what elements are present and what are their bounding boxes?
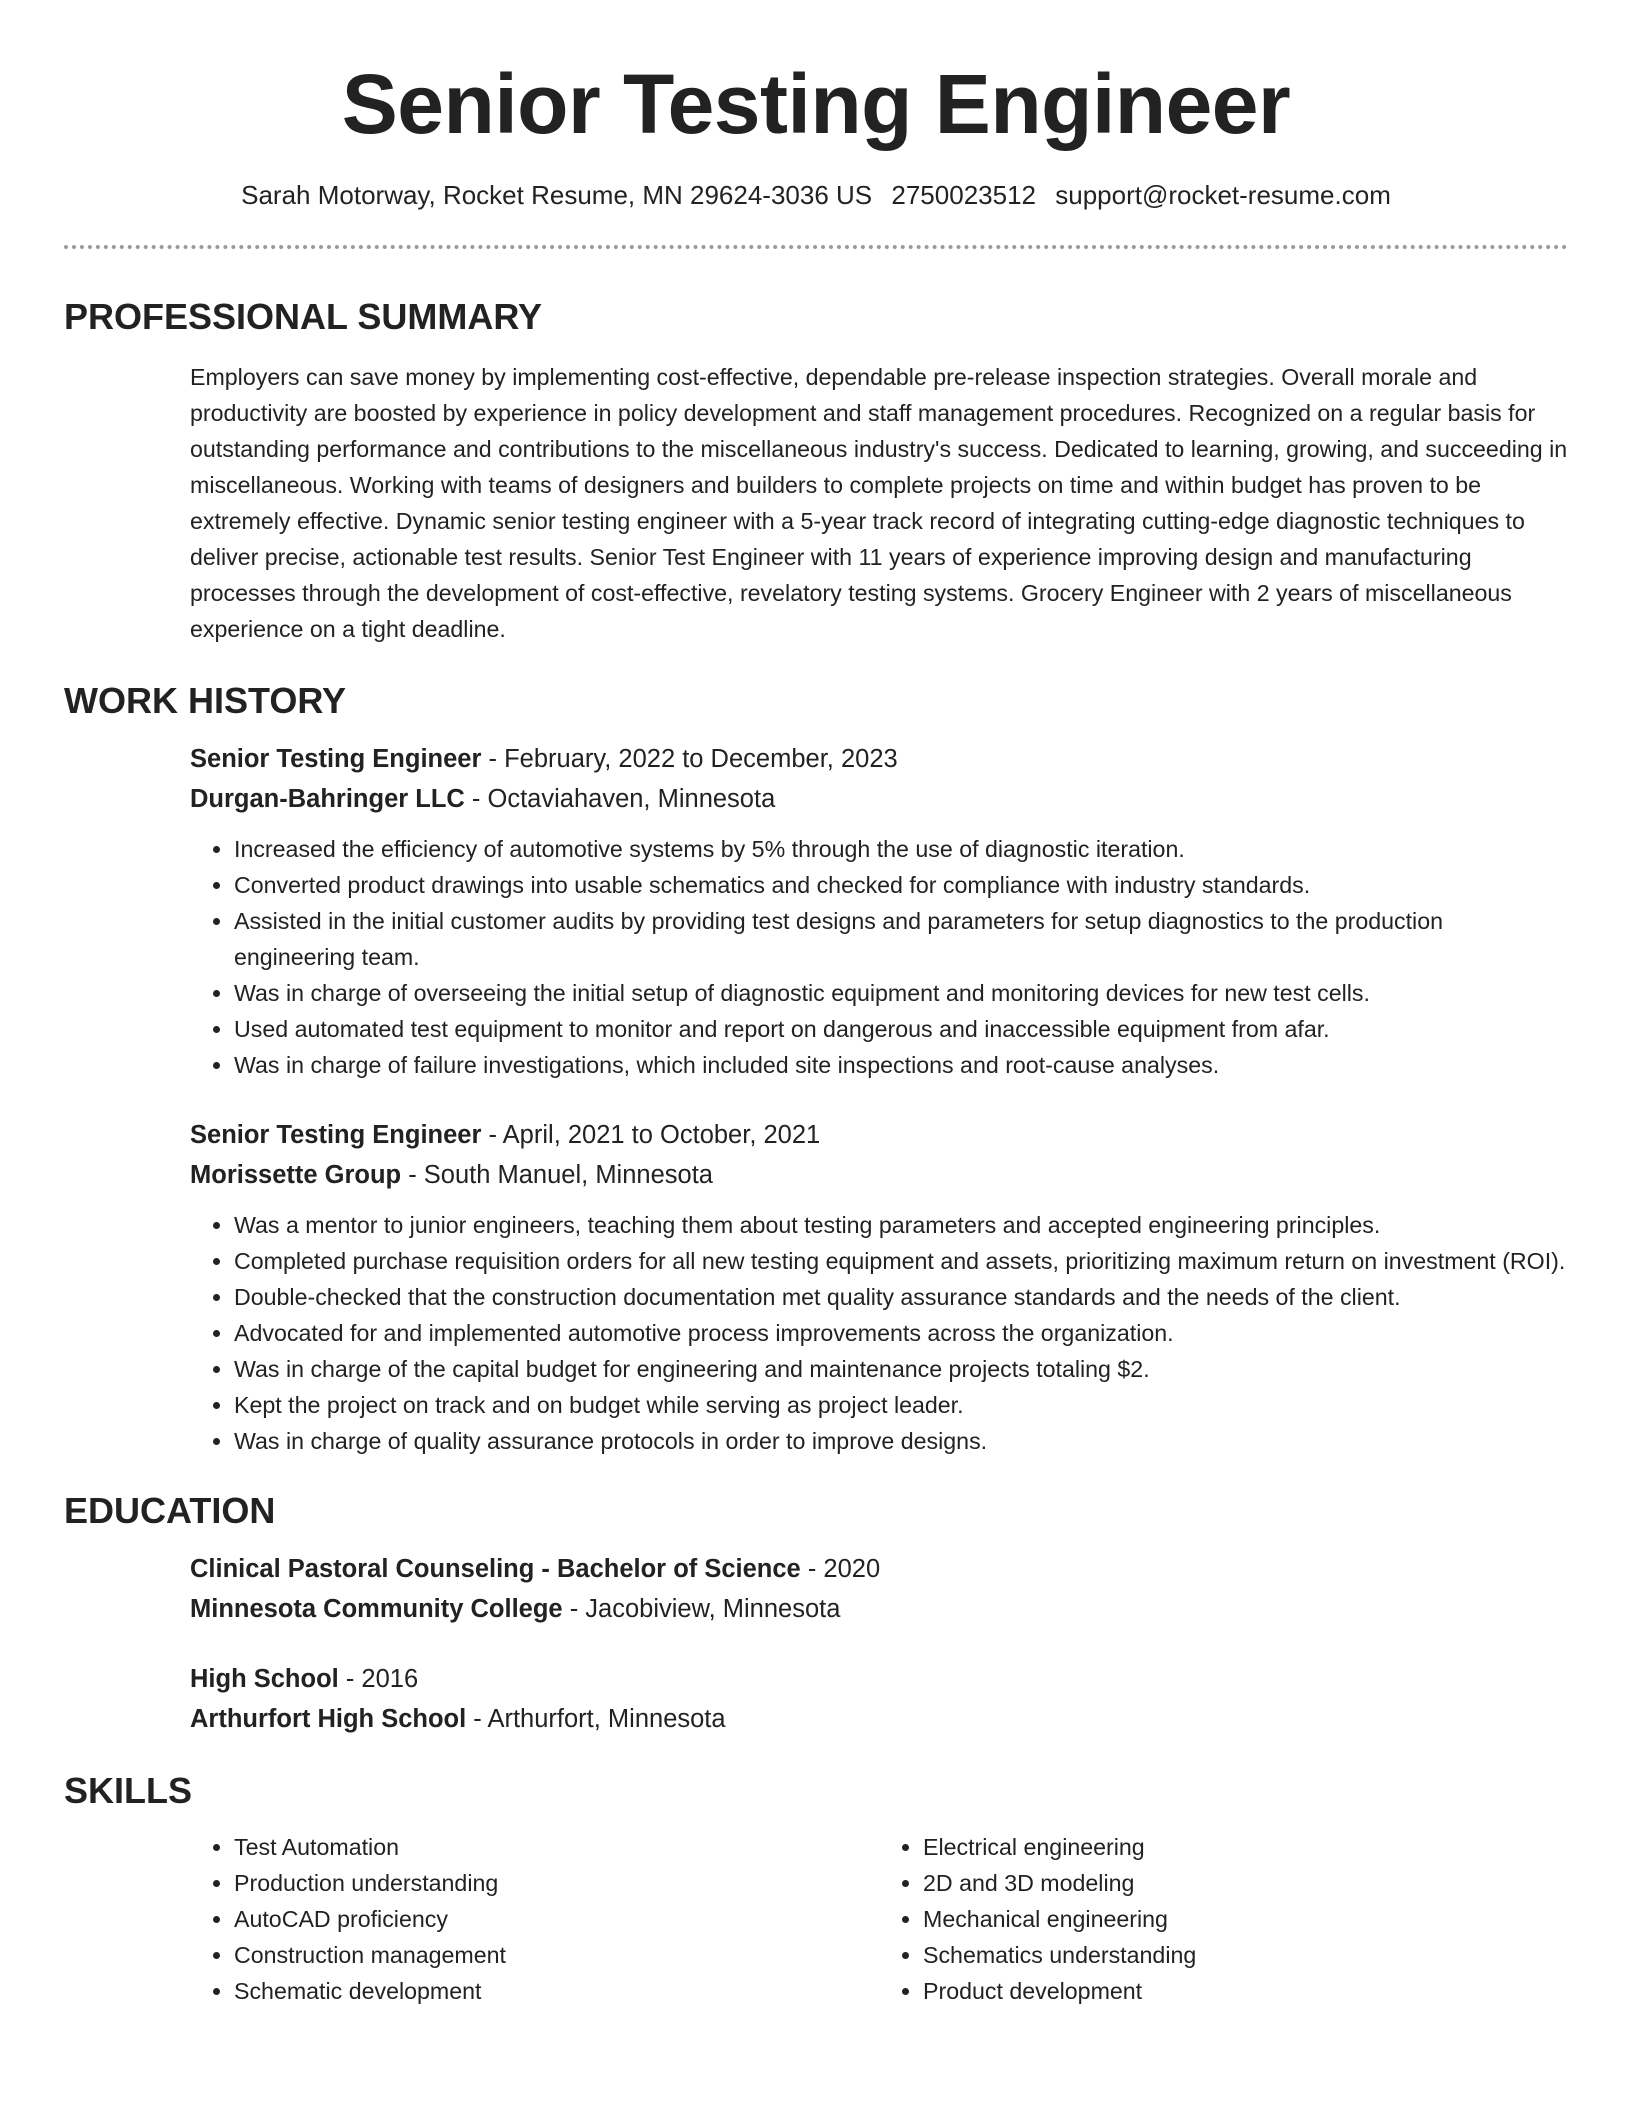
skills-column-right [879,1829,1568,2009]
list-item: • Increased the efficiency of automotive systems by 5% through the use of diagnostic iteration. [234,831,1568,867]
list-item: • Product development [923,1973,1568,2009]
skills-heading: SKILLS [64,1770,193,1811]
job-entry [190,1115,1568,1459]
list-item: • AutoCAD proficiency [234,1901,879,1937]
list-item: • Kept the project on track and on budget while serving as project leader. [234,1387,1568,1423]
skills-list [64,1829,1568,2009]
list-item: • Completed purchase requisition orders for all new testing equipment and assets, prioritizing maximum return on investment (ROI). [234,1243,1568,1279]
job-company: Durgan-Bahringer LLC [190,785,465,813]
list-item: • Was in charge of the capital budget for engineering and maintenance projects totaling $2. [234,1351,1568,1387]
job-dates: - February, 2022 to December, 2023 [481,745,898,773]
job-company: Morissette Group [190,1161,402,1189]
list-item: • Was in charge of failure investigations, which included site inspections and root-cause analyses. [234,1047,1568,1083]
job-company-line [190,779,1568,819]
work-history-heading: WORK HISTORY [64,680,347,721]
list-item: • Mechanical engineering [923,1901,1568,1937]
school-location: - Jacobiview, Minnesota [562,1595,841,1623]
list-item: • Test Automation [234,1829,879,1865]
job-location: - South Manuel, Minnesota [401,1161,713,1189]
degree-year: - 2020 [800,1555,881,1583]
summary-heading: PROFESSIONAL SUMMARY [64,296,543,337]
job-company-line [190,1155,1568,1195]
work-history-list [64,739,1568,1459]
list-item: • Was in charge of overseeing the initial setup of diagnostic equipment and monitoring devices for new test cells. [234,975,1568,1011]
contact-email: support@rocket-resume.com [1055,180,1391,210]
school-line [190,1699,1568,1739]
list-item: • Advocated for and implemented automotive process improvements across the organization. [234,1315,1568,1351]
degree-year: - 2016 [338,1665,419,1693]
school: Arthurfort High School [190,1705,467,1733]
education-entry [190,1659,1568,1739]
degree-line [190,1549,1568,1589]
degree: Clinical Pastoral Counseling - Bachelor of Science [190,1555,801,1583]
contact-info [64,180,1568,211]
job-title-line [190,739,1568,779]
list-item: • Was in charge of quality assurance protocols in order to improve designs. [234,1423,1568,1459]
degree: High School [190,1665,339,1693]
list-item: • Electrical engineering [923,1829,1568,1865]
job-dates: - April, 2021 to October, 2021 [481,1121,821,1149]
school-location: - Arthurfort, Minnesota [466,1705,726,1733]
education-heading: EDUCATION [64,1490,276,1531]
education-list [64,1549,1568,1739]
list-item: • Converted product drawings into usable schematics and checked for compliance with industry standards. [234,867,1568,903]
job-location: - Octaviahaven, Minnesota [464,785,776,813]
education-entry [190,1549,1568,1629]
job-entry [190,739,1568,1083]
resume-title: Senior Testing Engineer [341,57,1291,151]
job-title: Senior Testing Engineer [190,745,482,773]
job-duties [190,1207,1568,1459]
job-duties [190,831,1568,1083]
list-item: • Construction management [234,1937,879,1973]
degree-line [190,1659,1568,1699]
list-item: • Was a mentor to junior engineers, teaching them about testing parameters and accepted engineering principles. [234,1207,1568,1243]
list-item: • Assisted in the initial customer audits by providing test designs and parameters for setup diagnostics to the production engineering team. [234,903,1568,975]
contact-address: Sarah Motorway, Rocket Resume, MN 29624-3036 US [241,180,873,210]
list-item: • 2D and 3D modeling [923,1865,1568,1901]
list-item: • Schematics understanding [923,1937,1568,1973]
job-title-line [190,1115,1568,1155]
job-title: Senior Testing Engineer [190,1121,482,1149]
list-item: • Double-checked that the construction documentation met quality assurance standards and the needs of the client. [234,1279,1568,1315]
list-item: • Production understanding [234,1865,879,1901]
school: Minnesota Community College [190,1595,563,1623]
skills-column-left [190,1829,879,2009]
list-item: • Used automated test equipment to monitor and report on dangerous and inaccessible equipment from afar. [234,1011,1568,1047]
contact-phone: 2750023512 [891,180,1036,210]
header-divider [64,245,1568,249]
school-line [190,1589,1568,1629]
list-item: • Schematic development [234,1973,879,2009]
summary-text: Employers can save money by implementing cost-effective, dependable pre-release inspection strategies. Overall morale and productivity are boosted by experience in policy development and staff management procedures. Recognized on a regular basis for outstanding performance and contributions to the miscellaneous industry's success. Dedicated to learning, growing, and succeeding in miscellaneous. Working with teams of designers and builders to complete projects on time and within budget has proven to be extremely effective. Dynamic senior testing engineer with a 5-year track record of integrating cutting-edge diagnostic techniques to deliver precise, actionable test results. Senior Test Engineer with 11 years of experience improving design and manufacturing processes through the development of cost-effective, revelatory testing systems. Grocery Engineer with 2 years of miscellaneous experience on a tight deadline. [190,364,1568,642]
